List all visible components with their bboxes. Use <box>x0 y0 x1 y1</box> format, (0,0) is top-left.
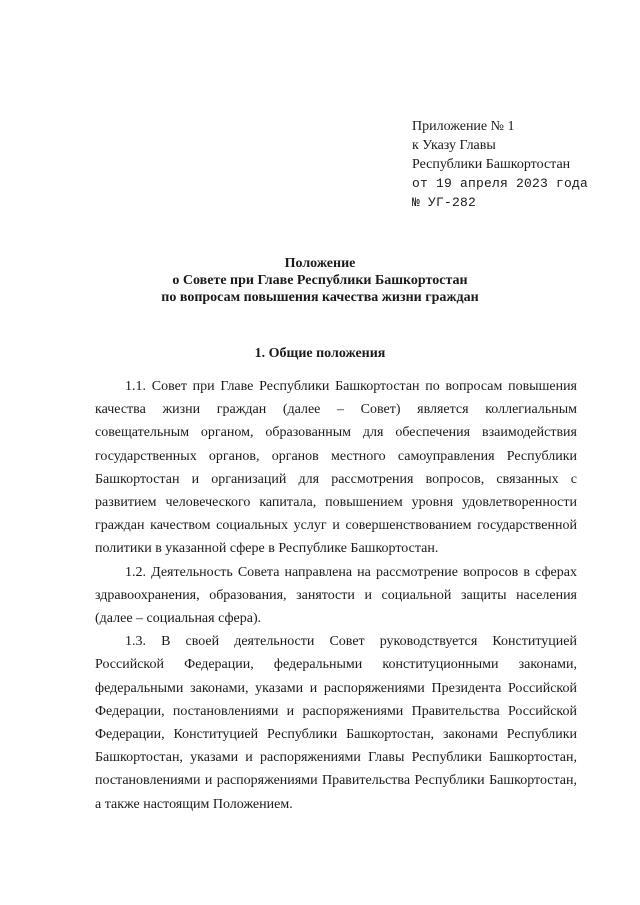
title-line-3: по вопросам повышения качества жизни граждан <box>161 290 479 305</box>
title-line-2: о Совете при Главе Республики Башкортостан <box>172 273 468 288</box>
appendix-decree-number: № УГ-282 <box>412 195 477 210</box>
appendix-date: от 19 апреля 2023 года <box>412 176 589 191</box>
document-body <box>95 375 577 816</box>
appendix-block <box>412 117 587 212</box>
appendix-number: Приложение № 1 <box>412 119 515 134</box>
document-title <box>0 255 640 306</box>
paragraph-1-2: 1.2. Деятельность Совета направлена на рассмотрение вопросов в сферах здравоохранения, образования, занятости и социальной защиты населения (далее – социальная сфера). <box>95 564 577 627</box>
title-line-1: Положение <box>284 256 356 271</box>
paragraph-1-1: 1.1. Совет при Главе Республики Башкортостан по вопросам повышения качества жизни граждан (далее – Совет) является коллегиальным совещательным органом, образованным для обеспечения взаимодействия государственных органов, органов местного самоуправления Республики Башкортостан и организаций для рассмотрения вопросов, связанных с развитием человеческого капитала, повышением уровня удовлетворенности граждан качеством социальных услуг и совершенствованием государственной политики в указанной сфере в Республике Башкортостан. <box>95 379 577 557</box>
section-heading: 1. Общие положения <box>254 346 386 361</box>
appendix-decree-ref: к Указу Главы <box>412 138 496 153</box>
paragraph-1-3: 1.3. В своей деятельности Совет руководствуется Конституцией Российской Федерации, федеральными конституционными законами, федеральными законами, указами и распоряжениями Президента Российской Федерации, постановлениями и распоряжениями Правительства Российской Федерации, Конституцией Республики Башкортостан, законами Республики Башкортостан, указами и распоряжениями Главы Республики Башкортостан, постановлениями и распоряжениями Правительства Республики Башкортостан, а также настоящим Положением. <box>95 634 577 812</box>
appendix-republic: Республики Башкортостан <box>412 157 571 172</box>
